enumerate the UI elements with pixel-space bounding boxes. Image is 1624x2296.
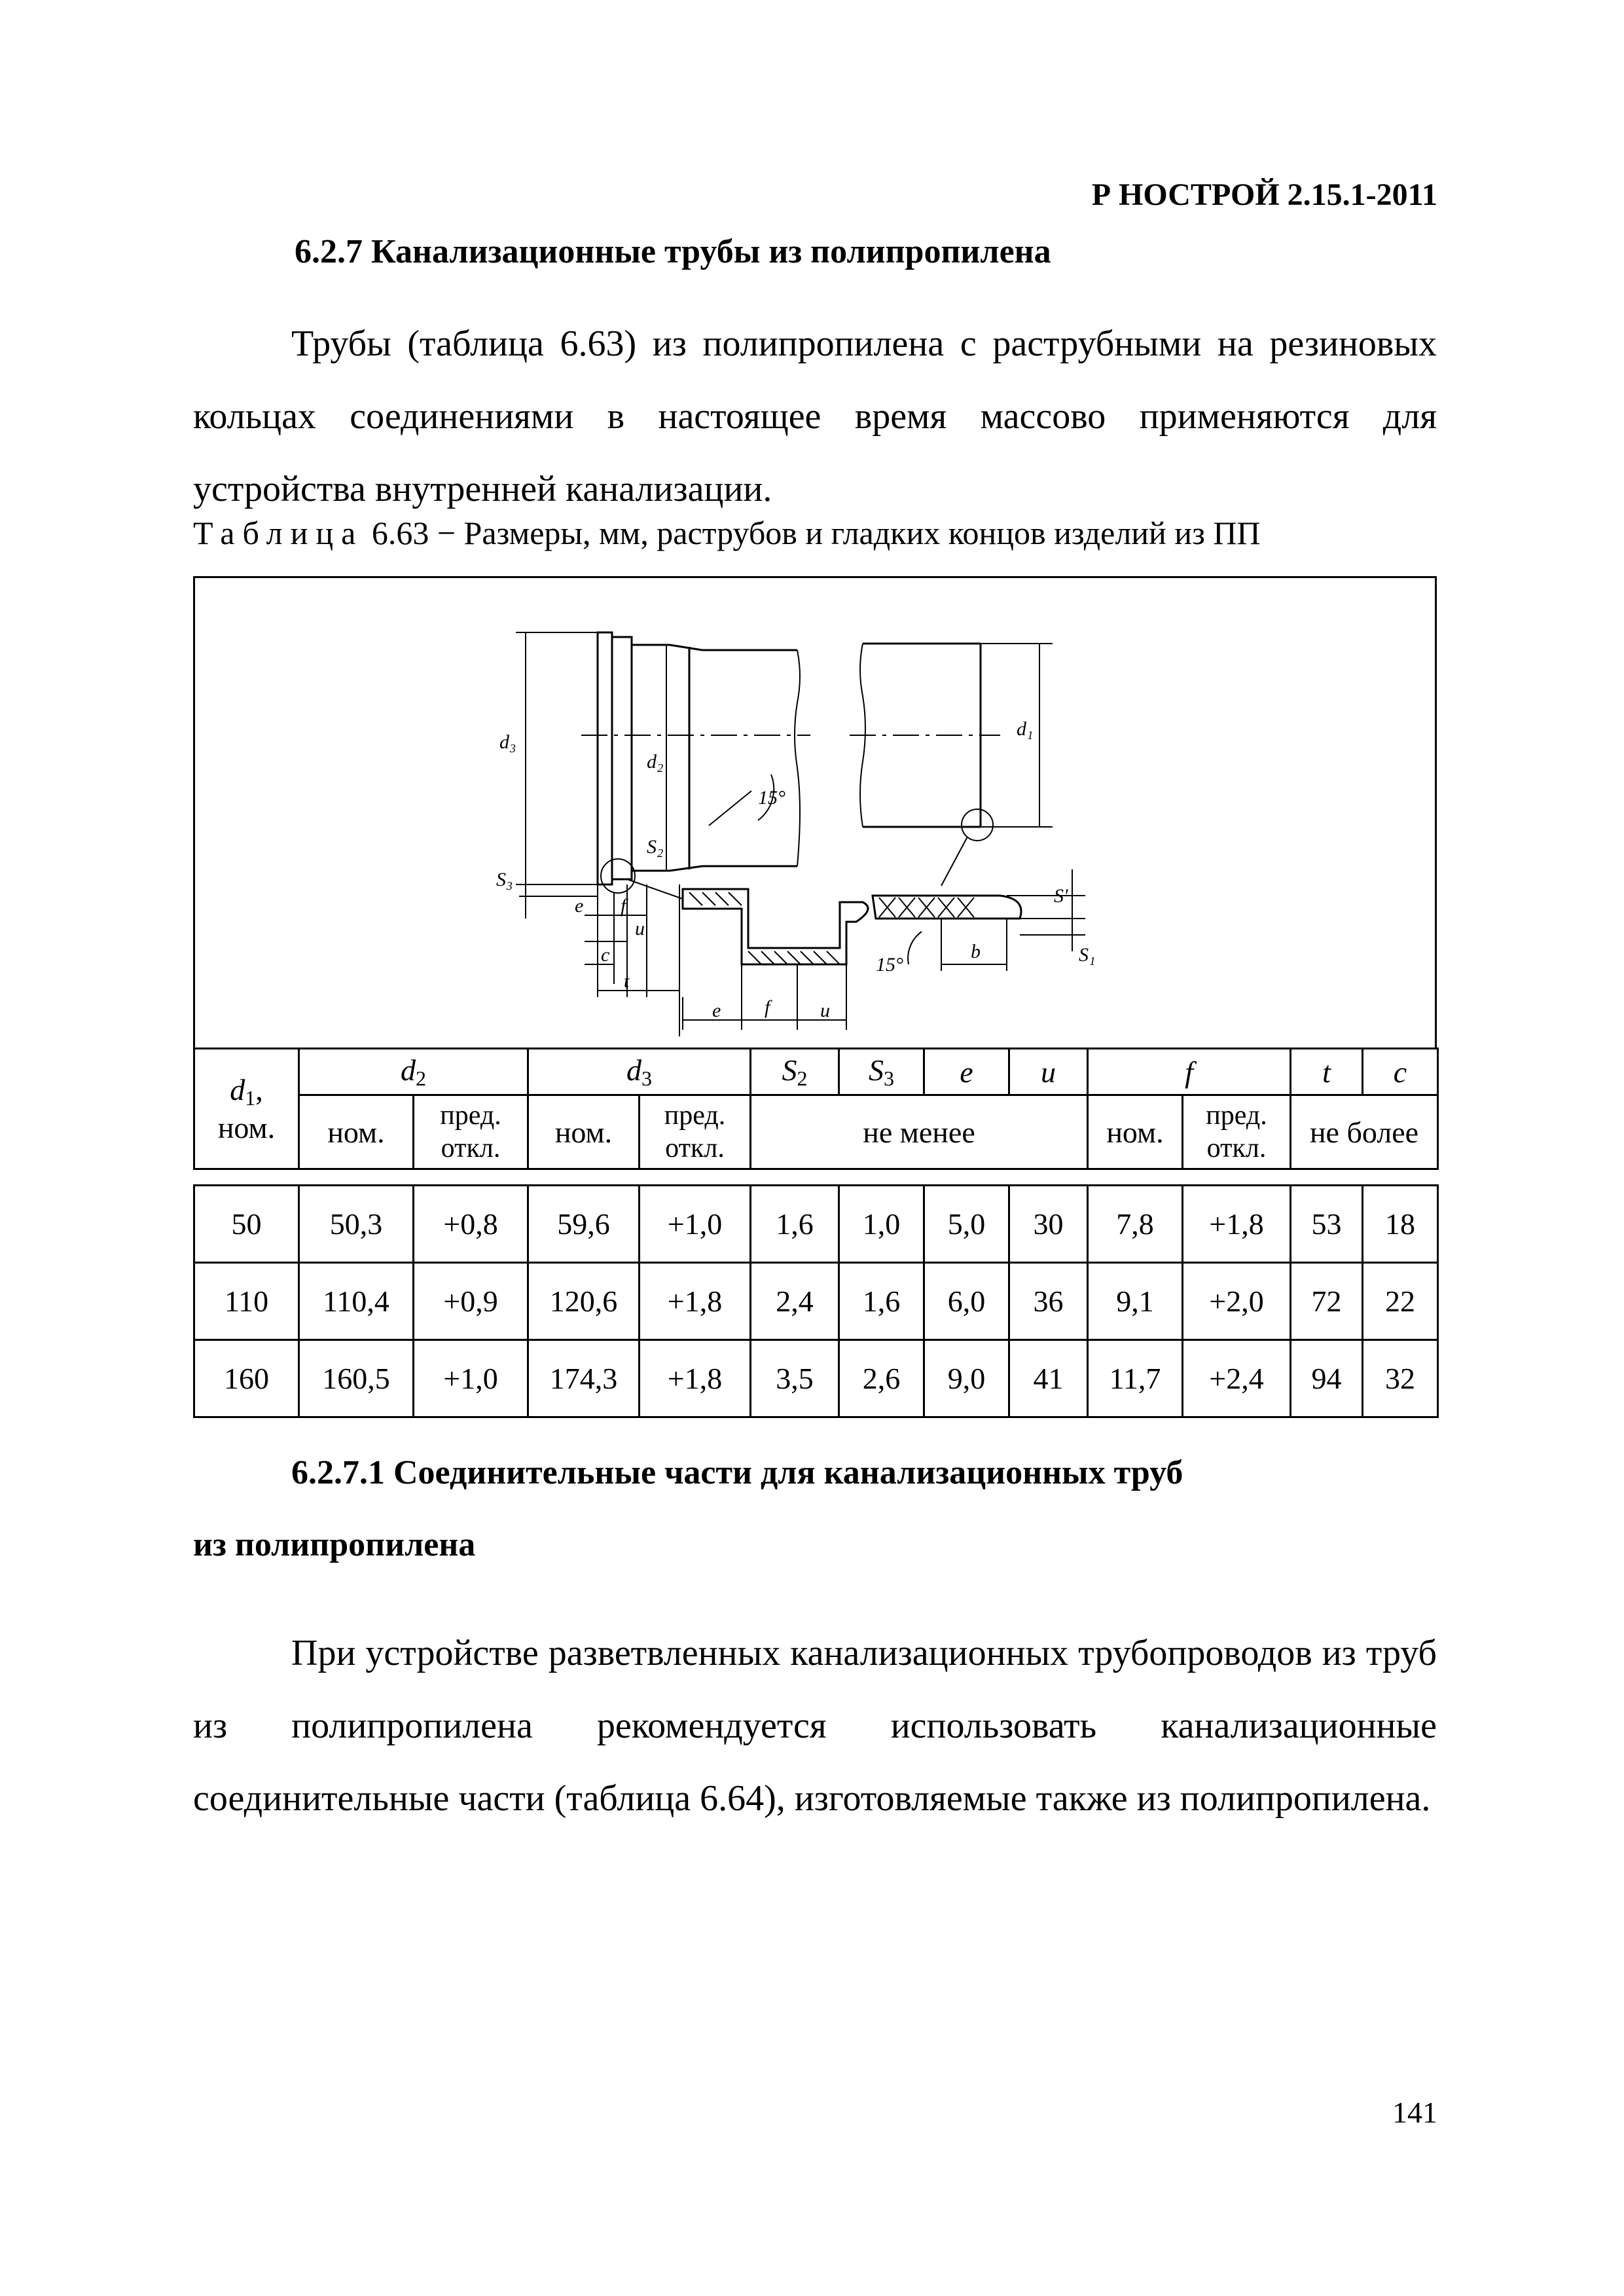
table-cell: 50 [194,1186,299,1263]
table-cell: 50,3 [299,1186,414,1263]
socket-pipe-view [516,632,810,1036]
table-cell: +0,8 [414,1186,528,1263]
table-header-row-2 [194,1095,1438,1169]
dimensions-table [193,1048,1439,1418]
table-cell: 2,4 [751,1263,839,1340]
header-s3: $S_3$ [839,1049,924,1095]
subsection-heading-line2: из полипропилена [193,1526,476,1563]
table-cell: 53 [1291,1186,1363,1263]
subsection-heading [193,1437,1437,1581]
pipe-socket-drawing [195,578,1439,1049]
page-number: 141 [1392,2096,1437,2129]
table-cell: +1,8 [640,1340,751,1417]
label-f: f [765,996,770,1018]
table-caption [193,514,1261,552]
header-gap-cell [194,1169,1438,1186]
table-cell: 174,3 [528,1340,640,1417]
table-cell: 30 [1009,1186,1088,1263]
table-cell: 36 [1009,1263,1088,1340]
table-cell: 6,0 [924,1263,1009,1340]
table-cell: +0,9 [414,1263,528,1340]
table-cell: +2,0 [1183,1263,1291,1340]
socket-section-detail [683,889,868,1030]
label-e: e [712,1000,721,1021]
header-d3-tol: пред. откл. [640,1095,751,1169]
label-d2: d₂ [647,751,664,773]
label-s-prime: S' [1054,885,1068,907]
label-b: b [971,941,981,962]
label-u-small: u [635,918,645,939]
table-cell: 9,0 [924,1340,1009,1417]
header-e: e [924,1049,1009,1095]
subsection-heading-line1: 6.2.7.1 Соединительные части для канализационных труб [291,1454,1183,1491]
header-not-more: не более [1291,1095,1438,1169]
intro-paragraph [193,308,1437,526]
header-d1: $d_1$, ном. [194,1049,299,1169]
table-cell: 1,6 [839,1263,924,1340]
table-cell: 22 [1363,1263,1438,1340]
header-d2-tol: пред. откл. [414,1095,528,1169]
table-cell: 2,6 [839,1340,924,1417]
label-u: u [820,1000,830,1021]
label-f-small: f [621,895,626,917]
table-row [194,1186,1438,1263]
section-heading: 6.2.7 Канализационные трубы из полипропилена [295,233,1051,270]
table-cell: +1,8 [1183,1186,1291,1263]
header-c: c [1363,1049,1438,1095]
table-cell: 160,5 [299,1340,414,1417]
header-f: f [1088,1049,1291,1095]
label-s1: S₁ [1079,944,1096,966]
table-row [194,1340,1438,1417]
header-d2: $d_2$ [299,1049,528,1095]
header-u: u [1009,1049,1088,1095]
table-row [194,1263,1438,1340]
table-body [194,1186,1438,1417]
label-angle-spigot: 15° [876,954,903,975]
header-t: t [1291,1049,1363,1095]
table-cell: 1,6 [751,1186,839,1263]
intro-paragraph-text: Трубы (таблица 6.63) из полипропилена с раструбными на резиновых кольцах соединениями в настоящее время массово применяются для устройства внутренней канализации. [193,323,1437,509]
table-cell: +1,0 [640,1186,751,1263]
header-f-nom: ном. [1088,1095,1183,1169]
body-paragraph-text: При устройстве разветвленных канализационных трубопроводов из труб из полипропилена рекомендуется использовать канализационные соединительные части (таблица 6.64), изготовляемые также из полипропилена. [193,1633,1437,1819]
label-d3: d₃ [499,731,516,753]
table-cell: 120,6 [528,1263,640,1340]
label-s2: S₂ [647,836,664,858]
table-caption-prefix: Таблица [193,515,364,551]
label-d1: d₁ [1017,718,1034,740]
table-cell: 1,0 [839,1186,924,1263]
table-cell: 3,5 [751,1340,839,1417]
table-cell: 160 [194,1340,299,1417]
table-cell: 110 [194,1263,299,1340]
header-f-tol: пред. откл. [1183,1095,1291,1169]
label-e-small: e [575,895,584,917]
header-d2-nom: ном. [299,1095,414,1169]
table-cell: +2,4 [1183,1340,1291,1417]
table-cell: 11,7 [1088,1340,1183,1417]
technical-drawing [193,576,1437,1048]
table-cell: 7,8 [1088,1186,1183,1263]
table-cell: 59,6 [528,1186,640,1263]
document-code: Р НОСТРОЙ 2.15.1-2011 [1091,177,1437,212]
table-cell: +1,8 [640,1263,751,1340]
header-d3: $d_3$ [528,1049,751,1095]
header-s2: $S_2$ [751,1049,839,1095]
table-cell: 110,4 [299,1263,414,1340]
body-paragraph [193,1617,1437,1835]
spigot-pipe-view [850,644,1085,971]
table-cell: 32 [1363,1340,1438,1417]
header-not-less: не менее [751,1095,1088,1169]
table-cell: 18 [1363,1186,1438,1263]
label-angle-socket: 15° [758,787,785,809]
table-cell: 41 [1009,1340,1088,1417]
header-d3-nom: ном. [528,1095,640,1169]
table-header-row-1 [194,1049,1438,1095]
label-c: c [601,944,610,966]
label-s3: S₃ [496,869,513,890]
table-header-gap [194,1169,1438,1186]
table-cell: 9,1 [1088,1263,1183,1340]
label-t: t [624,970,630,992]
table-cell: +1,0 [414,1340,528,1417]
table-cell: 72 [1291,1263,1363,1340]
table-cell: 5,0 [924,1186,1009,1263]
table-caption-text: 6.63 − Размеры, мм, раструбов и гладких концов изделий из ПП [363,515,1261,551]
table-cell: 94 [1291,1340,1363,1417]
